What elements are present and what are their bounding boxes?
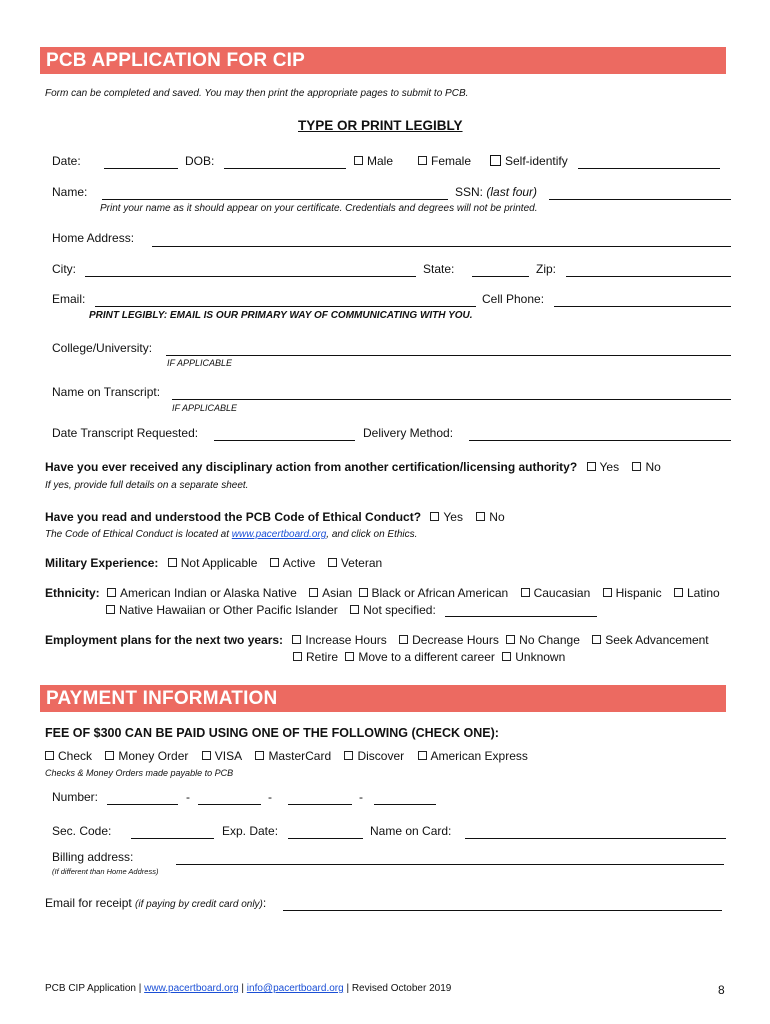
ethnicity-option-label: Black or African American bbox=[371, 586, 509, 600]
date-field[interactable] bbox=[104, 168, 178, 169]
delivery-label: Delivery Method: bbox=[363, 426, 454, 440]
military-option[interactable] bbox=[168, 556, 267, 570]
home-address-field[interactable] bbox=[152, 246, 731, 247]
city-field[interactable] bbox=[85, 276, 416, 277]
self-identify-field[interactable] bbox=[578, 168, 720, 169]
billing-note: (If different than Home Address) bbox=[52, 867, 159, 876]
name-on-card-label: Name on Card: bbox=[370, 824, 452, 838]
if-applicable-note-1: IF APPLICABLE bbox=[167, 358, 233, 368]
ethnicity-checkbox[interactable] bbox=[359, 588, 368, 597]
self-identify-label: Self-identify bbox=[505, 154, 568, 168]
disciplinary-yes-checkbox[interactable] bbox=[587, 462, 596, 471]
name-field[interactable] bbox=[102, 199, 448, 200]
college-label: College/University: bbox=[52, 341, 153, 355]
military-option-label: Veteran bbox=[340, 556, 383, 570]
self-identify-option[interactable] bbox=[490, 154, 568, 168]
zip-label: Zip: bbox=[536, 262, 557, 276]
female-label: Female bbox=[431, 154, 472, 168]
military-checkbox[interactable] bbox=[168, 558, 177, 567]
payment-method-label: Discover bbox=[357, 749, 405, 763]
receipt-label bbox=[45, 896, 266, 910]
payment-method-label: MasterCard bbox=[268, 749, 332, 763]
name-label: Name: bbox=[52, 185, 88, 199]
employment-option-label: Retire bbox=[306, 650, 339, 664]
employment-option[interactable] bbox=[292, 633, 395, 647]
section-header-application bbox=[40, 47, 726, 74]
ethnicity-option[interactable] bbox=[674, 586, 720, 600]
ethics-yes-label: Yes bbox=[443, 510, 463, 524]
employment-option-label: Increase Hours bbox=[305, 633, 387, 647]
employment-row-2 bbox=[293, 650, 565, 664]
transcript-date-label: Date Transcript Requested: bbox=[52, 426, 199, 440]
disciplinary-no-label: No bbox=[645, 460, 661, 474]
ethnicity-label: Ethnicity: bbox=[45, 586, 100, 600]
male-checkbox[interactable] bbox=[354, 156, 363, 165]
ethics-no-checkbox[interactable] bbox=[476, 512, 485, 521]
employment-option-label: Seek Advancement bbox=[605, 633, 709, 647]
employment-checkbox[interactable] bbox=[506, 635, 515, 644]
ethnicity-option-label: Asian bbox=[322, 586, 353, 600]
payment-method-label: Check bbox=[58, 749, 93, 763]
payment-method-checkbox[interactable] bbox=[344, 751, 353, 760]
disciplinary-question-text: Have you ever received any disciplinary action from another certification/licensing authority? bbox=[45, 460, 578, 474]
military-checkbox[interactable] bbox=[328, 558, 337, 567]
employment-row-1 bbox=[45, 633, 709, 647]
disciplinary-yes-label: Yes bbox=[599, 460, 620, 474]
number-dash-3: - bbox=[359, 790, 363, 804]
employment-option[interactable] bbox=[592, 633, 708, 647]
dob-field[interactable] bbox=[224, 168, 346, 169]
date-label: Date: bbox=[52, 154, 81, 168]
ethics-yes-checkbox[interactable] bbox=[430, 512, 439, 521]
ethnicity-option-label: American Indian or Alaska Native bbox=[120, 586, 297, 600]
footer-prefix: PCB CIP Application | bbox=[45, 983, 145, 994]
employment-option[interactable] bbox=[399, 633, 503, 647]
ethnicity-option[interactable] bbox=[521, 586, 600, 600]
military-row bbox=[45, 556, 382, 570]
number-label: Number: bbox=[52, 790, 99, 804]
cell-field[interactable] bbox=[554, 306, 731, 307]
employment-checkbox[interactable] bbox=[292, 635, 301, 644]
form-note: Form can be completed and saved. You may then print the appropriate pages to submit to PCB. bbox=[45, 88, 469, 99]
disciplinary-yes-option[interactable] bbox=[587, 460, 620, 474]
card-number-field-4[interactable] bbox=[374, 804, 436, 805]
transcript-name-label: Name on Transcript: bbox=[52, 385, 161, 399]
employment-checkbox[interactable] bbox=[293, 652, 302, 661]
employment-option[interactable] bbox=[345, 650, 499, 664]
number-dash-1: - bbox=[186, 790, 190, 804]
ethnicity-checkbox[interactable] bbox=[309, 588, 318, 597]
ssn-label bbox=[455, 185, 537, 199]
ethics-question-text: Have you read and understood the PCB Code of Ethical Conduct? bbox=[45, 510, 422, 524]
ethnicity-row-2 bbox=[106, 603, 436, 617]
employment-checkbox[interactable] bbox=[399, 635, 408, 644]
ethics-question bbox=[45, 510, 505, 524]
ethnicity-checkbox[interactable] bbox=[521, 588, 530, 597]
payment-method-option[interactable] bbox=[105, 749, 198, 763]
payment-method-option[interactable] bbox=[255, 749, 341, 763]
disciplinary-note: If yes, provide full details on a separate sheet. bbox=[45, 480, 249, 491]
payment-method-label: American Express bbox=[430, 749, 528, 763]
ethnicity-not-specified-field[interactable] bbox=[445, 616, 597, 617]
receipt-colon: : bbox=[262, 896, 267, 910]
employment-option[interactable] bbox=[506, 633, 589, 647]
delivery-field[interactable] bbox=[469, 440, 731, 441]
number-dash-2: - bbox=[268, 790, 272, 804]
footer-separator: | bbox=[238, 983, 247, 994]
employment-option-label: No Change bbox=[519, 633, 580, 647]
ethnicity-row-1 bbox=[45, 586, 720, 600]
name-note: Print your name as it should appear on your certificate. Credentials and degrees will not be printed. bbox=[100, 203, 538, 214]
military-checkbox[interactable] bbox=[270, 558, 279, 567]
ethnicity-checkbox[interactable] bbox=[674, 588, 683, 597]
exp-date-label: Exp. Date: bbox=[222, 824, 279, 838]
employment-label: Employment plans for the next two years: bbox=[45, 633, 284, 647]
employment-option-label: Move to a different career bbox=[358, 650, 495, 664]
ethnicity-checkbox[interactable] bbox=[106, 605, 115, 614]
page-title: PCB APPLICATION FOR CIP bbox=[46, 50, 305, 71]
receipt-email-field[interactable] bbox=[283, 910, 722, 911]
payment-method-option[interactable] bbox=[45, 749, 102, 763]
ethics-link[interactable]: www.pacertboard.org bbox=[231, 529, 327, 540]
ethnicity-option[interactable] bbox=[309, 586, 355, 600]
ethnicity-option[interactable] bbox=[350, 603, 436, 617]
ethics-note-post: , and click on Ethics. bbox=[326, 529, 418, 540]
exp-date-field[interactable] bbox=[288, 838, 363, 839]
military-option[interactable] bbox=[270, 556, 325, 570]
name-on-card-field[interactable] bbox=[465, 838, 726, 839]
female-checkbox[interactable] bbox=[418, 156, 427, 165]
payment-method-option[interactable] bbox=[344, 749, 414, 763]
city-label: City: bbox=[52, 262, 76, 276]
state-field[interactable] bbox=[472, 276, 529, 277]
footer-email-link[interactable]: info@pacertboard.org bbox=[246, 983, 344, 994]
ethnicity-option-label: Not specified: bbox=[363, 603, 436, 617]
payment-method-label: Money Order bbox=[118, 749, 189, 763]
male-label: Male bbox=[367, 154, 394, 168]
ethics-yes-option[interactable] bbox=[430, 510, 463, 524]
ethics-no-option[interactable] bbox=[476, 510, 504, 524]
self-identify-checkbox[interactable] bbox=[490, 155, 501, 166]
ethnicity-checkbox[interactable] bbox=[603, 588, 612, 597]
payment-method-checkbox[interactable] bbox=[418, 751, 427, 760]
card-number-field-2[interactable] bbox=[198, 804, 261, 805]
employment-checkbox[interactable] bbox=[345, 652, 354, 661]
payment-method-checkbox[interactable] bbox=[105, 751, 114, 760]
if-applicable-note-2: IF APPLICABLE bbox=[172, 403, 238, 413]
footer-suffix: | Revised October 2019 bbox=[343, 983, 452, 994]
email-field[interactable] bbox=[95, 306, 476, 307]
dob-label: DOB: bbox=[185, 154, 215, 168]
card-number-field-1[interactable] bbox=[107, 804, 178, 805]
ssn-field[interactable] bbox=[549, 199, 731, 200]
payment-method-option[interactable] bbox=[202, 749, 252, 763]
home-address-label: Home Address: bbox=[52, 231, 135, 245]
ethnicity-option[interactable] bbox=[107, 586, 306, 600]
sec-code-field[interactable] bbox=[131, 838, 214, 839]
transcript-name-field[interactable] bbox=[172, 399, 731, 400]
page-number: 8 bbox=[718, 983, 725, 997]
footer bbox=[45, 983, 451, 994]
employment-option-label: Decrease Hours bbox=[412, 633, 499, 647]
payment-method-label: VISA bbox=[214, 749, 243, 763]
female-option[interactable] bbox=[418, 154, 471, 168]
receipt-label-text: Email for receipt bbox=[45, 896, 132, 910]
military-label: Military Experience: bbox=[45, 556, 159, 570]
payment-method-checkbox[interactable] bbox=[202, 751, 211, 760]
military-option-label: Not Applicable bbox=[180, 556, 258, 570]
ssn-hint: (last four) bbox=[486, 185, 538, 199]
ssn-label-text: SSN: bbox=[455, 185, 484, 199]
ethics-note-pre: The Code of Ethical Conduct is located at bbox=[45, 529, 232, 540]
disciplinary-no-option[interactable] bbox=[632, 460, 660, 474]
fee-heading: FEE OF $300 CAN BE PAID USING ONE OF THE FOLLOWING (CHECK ONE): bbox=[45, 726, 499, 740]
employment-checkbox[interactable] bbox=[592, 635, 601, 644]
transcript-date-field[interactable] bbox=[214, 440, 355, 441]
ethnicity-option-label: Hispanic bbox=[615, 586, 662, 600]
disciplinary-no-checkbox[interactable] bbox=[632, 462, 641, 471]
employment-option-label: Unknown bbox=[515, 650, 566, 664]
male-option[interactable] bbox=[354, 154, 393, 168]
cell-label: Cell Phone: bbox=[482, 292, 545, 306]
zip-field[interactable] bbox=[566, 276, 731, 277]
email-note: PRINT LEGIBLY: EMAIL IS OUR PRIMARY WAY OF COMMUNICATING WITH YOU. bbox=[89, 310, 473, 321]
footer-site-link[interactable]: www.pacertboard.org bbox=[144, 983, 239, 994]
billing-label: Billing address: bbox=[52, 850, 134, 864]
section-header-payment bbox=[40, 685, 726, 712]
payment-method-option[interactable] bbox=[418, 749, 528, 763]
employment-option[interactable] bbox=[293, 650, 342, 664]
payable-note: Checks & Money Orders made payable to PCB bbox=[45, 768, 234, 778]
billing-field[interactable] bbox=[176, 864, 724, 865]
sec-code-label: Sec. Code: bbox=[52, 824, 112, 838]
legibly-heading: TYPE OR PRINT LEGIBLY bbox=[298, 118, 463, 133]
state-label: State: bbox=[423, 262, 455, 276]
email-label: Email: bbox=[52, 292, 86, 306]
payment-method-checkbox[interactable] bbox=[255, 751, 264, 760]
payment-method-checkbox[interactable] bbox=[45, 751, 54, 760]
ethnicity-option[interactable] bbox=[106, 603, 347, 617]
employment-option[interactable] bbox=[502, 650, 565, 664]
employment-checkbox[interactable] bbox=[502, 652, 511, 661]
ethnicity-option-label: Caucasian bbox=[533, 586, 591, 600]
card-number-field-3[interactable] bbox=[288, 804, 352, 805]
ethics-no-label: No bbox=[489, 510, 505, 524]
ethnicity-checkbox[interactable] bbox=[107, 588, 116, 597]
payment-methods bbox=[45, 749, 528, 763]
ethics-note bbox=[45, 529, 417, 540]
college-field[interactable] bbox=[166, 355, 731, 356]
receipt-hint: (if paying by credit card only) bbox=[135, 899, 263, 910]
military-option-label: Active bbox=[282, 556, 316, 570]
disciplinary-question bbox=[45, 460, 661, 474]
ethnicity-option[interactable] bbox=[603, 586, 671, 600]
ethnicity-option-label: Native Hawaiian or Other Pacific Islander bbox=[119, 603, 338, 617]
payment-title: PAYMENT INFORMATION bbox=[46, 688, 278, 709]
ethnicity-checkbox[interactable] bbox=[350, 605, 359, 614]
ethnicity-option[interactable] bbox=[359, 586, 518, 600]
ethnicity-option-label: Latino bbox=[687, 586, 720, 600]
military-option[interactable] bbox=[328, 556, 382, 570]
